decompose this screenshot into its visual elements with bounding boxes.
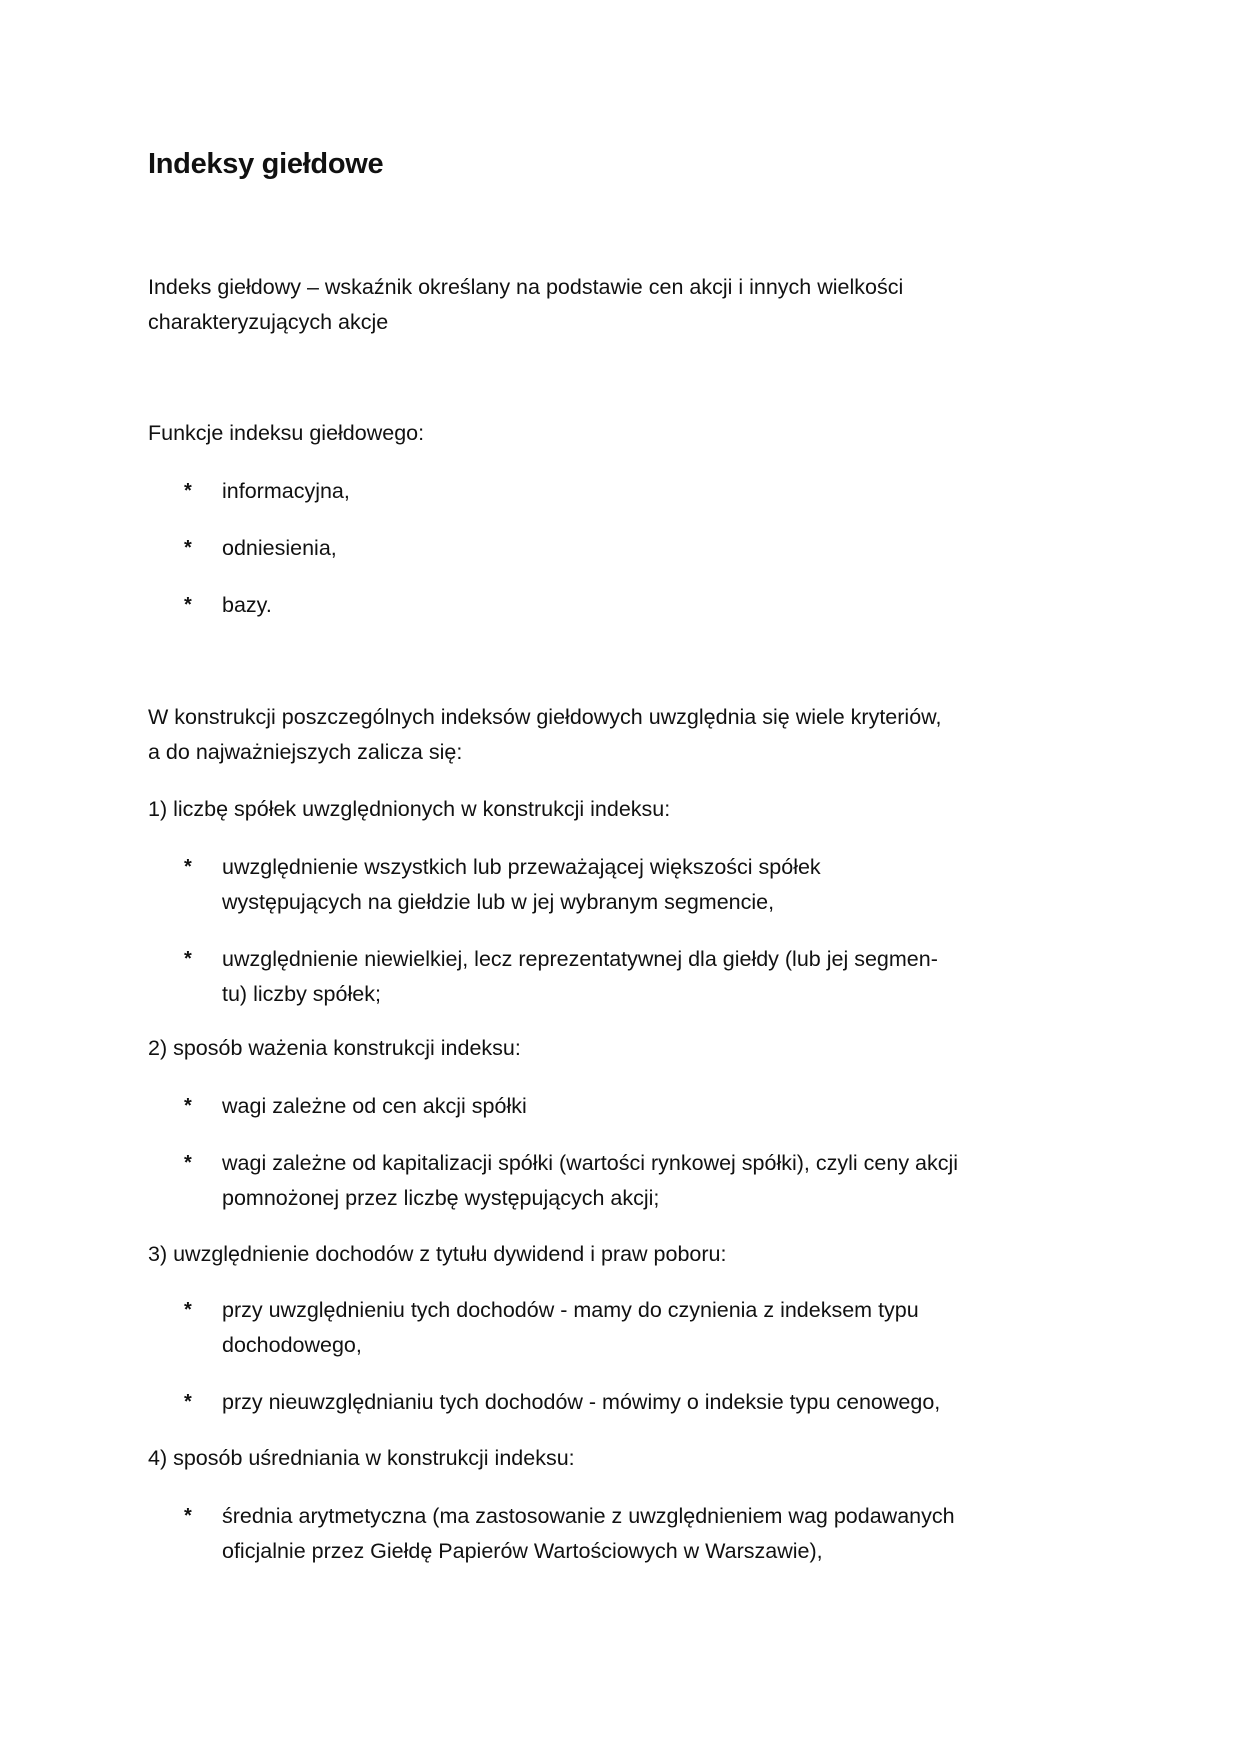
- bullet-icon: *: [184, 948, 192, 970]
- section-4-heading: 4) sposób uśredniania w konstrukcji indeksu:: [148, 1446, 575, 1470]
- criteria-intro-line-1: W konstrukcji poszczególnych indeksów giełdowych uwzględnia się wiele kryteriów,: [148, 705, 942, 729]
- bullet-icon: *: [184, 856, 192, 878]
- bullet-icon: *: [184, 480, 192, 502]
- list-item-text: uwzględnienie niewielkiej, lecz reprezentatywnej dla giełdy (lub jej segmen- tu) liczby spółek;: [222, 947, 938, 1006]
- functions-heading: Funkcje indeksu giełdowego:: [148, 421, 425, 445]
- list-item-text: przy nieuwzględnianiu tych dochodów - mówimy o indeksie typu cenowego,: [222, 1390, 941, 1414]
- section-1-heading: 1) liczbę spółek uwzględnionych w konstrukcji indeksu:: [148, 797, 671, 821]
- criteria-intro-line-2: a do najważniejszych zalicza się:: [148, 740, 463, 764]
- list-item-text: bazy.: [222, 593, 272, 617]
- definition-line-2: charakteryzujących akcje: [148, 310, 389, 334]
- page-title: Indeksy giełdowe: [148, 148, 384, 180]
- bullet-icon: *: [184, 1152, 192, 1174]
- bullet-icon: *: [184, 537, 192, 559]
- bullet-icon: *: [184, 1299, 192, 1321]
- definition-line-1: Indeks giełdowy – wskaźnik określany na podstawie cen akcji i innych wielkości: [148, 275, 904, 299]
- list-item-text: odniesienia,: [222, 536, 337, 560]
- bullet-icon: *: [184, 1095, 192, 1117]
- list-item-text: wagi zależne od cen akcji spółki: [222, 1094, 527, 1118]
- list-item-text: średnia arytmetyczna (ma zastosowanie z uwzględnieniem wag podawanych oficjalnie przez Giełdę Papierów Wartościowych w Warszawie),: [222, 1504, 955, 1563]
- bullet-icon: *: [184, 594, 192, 616]
- section-2-heading: 2) sposób ważenia konstrukcji indeksu:: [148, 1036, 521, 1060]
- list-item-text: uwzględnienie wszystkich lub przeważającej większości spółek występujących na giełdzie lub w jej wybranym segmencie,: [222, 855, 821, 914]
- list-item-text: informacyjna,: [222, 479, 350, 503]
- list-item-text: przy uwzględnieniu tych dochodów - mamy do czynienia z indeksem typu dochodowego,: [222, 1298, 919, 1357]
- section-3-heading: 3) uwzględnienie dochodów z tytułu dywidend i praw poboru:: [148, 1242, 727, 1266]
- bullet-icon: *: [184, 1505, 192, 1527]
- bullet-icon: *: [184, 1391, 192, 1413]
- list-item-text: wagi zależne od kapitalizacji spółki (wartości rynkowej spółki), czyli ceny akcji pomnożonej przez liczbę występujących akcji;: [222, 1151, 959, 1210]
